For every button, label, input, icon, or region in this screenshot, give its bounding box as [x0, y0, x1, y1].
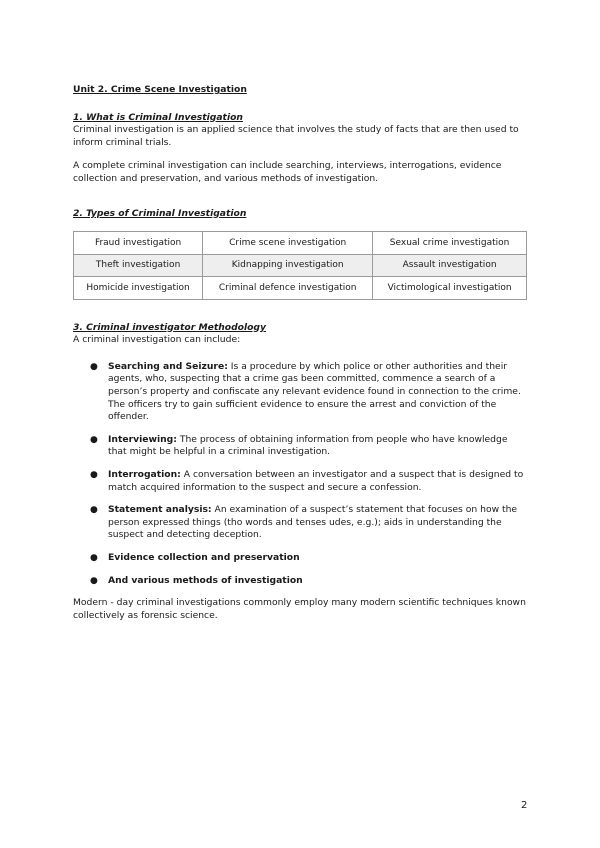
investigation-types-table — [73, 231, 527, 300]
table-cell: Sexual crime investigation — [373, 232, 527, 255]
list-item — [73, 434, 529, 459]
page-number: 2 — [521, 800, 528, 811]
list-item — [73, 361, 529, 424]
list-item — [73, 552, 529, 565]
section1-title: 1. What is Criminal Investigation — [73, 111, 243, 123]
list-item-text: An examination of a suspect’s statement that focuses on how the person expressed things (tho words and tenses udes, e.g.); aids in understanding the suspect and detecting deception. — [108, 504, 518, 541]
bullet-icon: ● — [90, 434, 98, 445]
list-item-text: The process of obtaining information from people who have knowledge that might be helpful in a criminal investigation. — [108, 433, 508, 458]
section2-title: 2. Types of Criminal Investigation — [73, 207, 247, 219]
document-page — [73, 84, 529, 622]
section3-title: 3. Criminal investigator Methodology — [73, 321, 266, 333]
bullet-icon: ● — [90, 552, 98, 563]
bullet-icon: ● — [90, 575, 98, 586]
section1-paragraph2: A complete criminal investigation can include searching, interviews, interrogations, evidence collection and preservation, and various methods of investigation. — [73, 160, 502, 184]
list-item — [73, 469, 529, 494]
list-item-term: Evidence collection and preservation — [108, 551, 300, 563]
table-row — [74, 277, 527, 300]
table-cell: Criminal defence investigation — [203, 277, 373, 300]
bullet-icon: ● — [90, 361, 98, 372]
list-item-term: Statement analysis: — [108, 504, 212, 516]
list-item-text: A conversation between an investigator and a suspect that is designed to match acquired information to the suspect and secure a confession. — [108, 469, 524, 493]
list-item-term: And various methods of investigation — [108, 574, 303, 586]
list-item-term: Searching and Seizure: — [108, 360, 228, 372]
bullet-icon: ● — [90, 505, 98, 516]
list-item-text: Is a procedure by which police or other authorities and their agents, who, suspecting that a crime gas been committed, commence a search of a person’s property and confiscate any relevant evidence found in connection to the crime. The officers try to gain sufficient evidence to ensure the arrest and conviction of the offender. — [108, 360, 521, 423]
table-cell: Crime scene investigation — [203, 232, 373, 255]
table-row — [74, 254, 527, 277]
table-cell: Homicide investigation — [74, 277, 203, 300]
bullet-icon: ● — [90, 470, 98, 480]
closing-paragraph: Modern - day criminal investigations commonly employ many modern scientific techniques known collectively as forensic science. — [73, 597, 526, 621]
list-item-term: Interviewing: — [108, 433, 177, 445]
methodology-list — [73, 361, 529, 587]
table-cell: Fraud investigation — [74, 232, 203, 255]
table-cell: Kidnapping investigation — [203, 254, 373, 277]
table-cell: Assault investigation — [373, 254, 527, 277]
list-item — [73, 575, 529, 588]
table-cell: Victimological investigation — [373, 277, 527, 300]
section3-intro: A criminal investigation can include: — [73, 334, 241, 346]
unit-title: Unit 2. Crime Scene Investigation — [73, 84, 247, 95]
section1-paragraph1: Criminal investigation is an applied science that involves the study of facts that are then used to inform criminal trials. — [73, 124, 519, 148]
list-item — [73, 504, 529, 542]
list-item-term: Interrogation: — [108, 469, 181, 480]
table-cell: Theft investigation — [74, 254, 203, 277]
table-row — [74, 232, 527, 255]
